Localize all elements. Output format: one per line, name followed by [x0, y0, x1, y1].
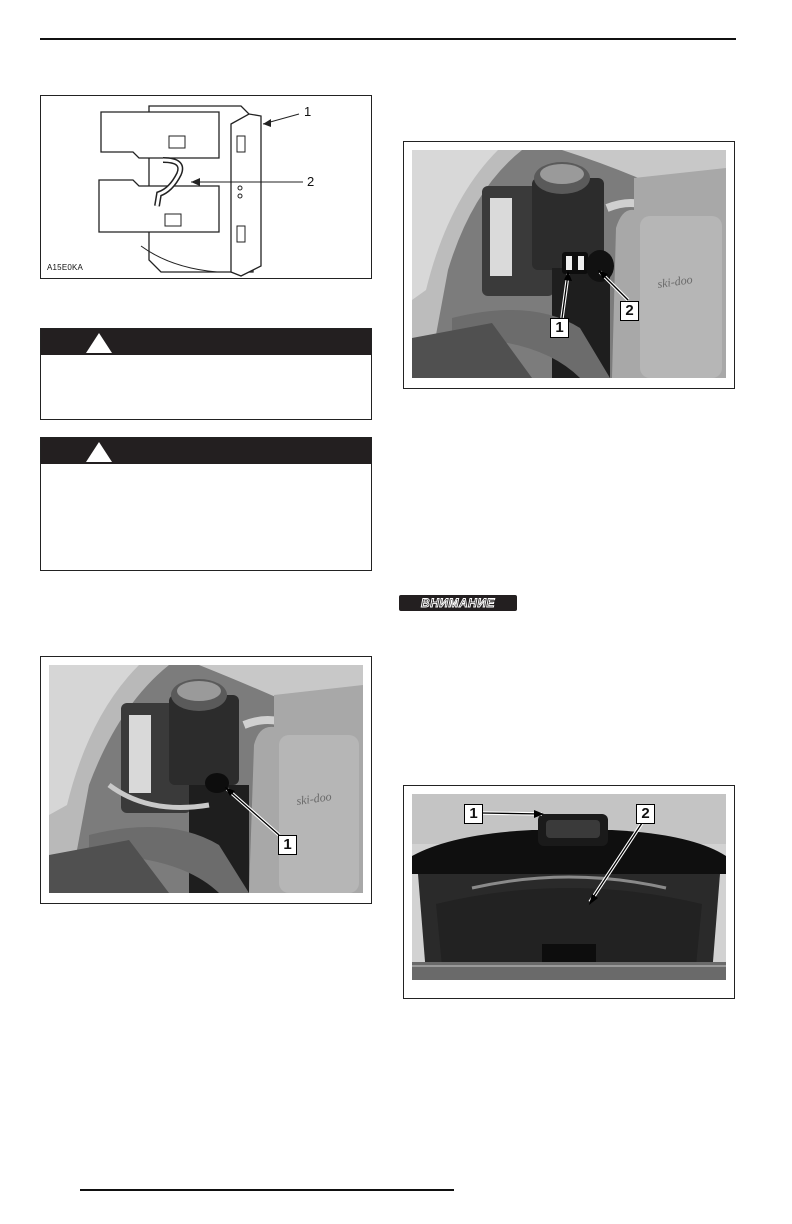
- warning-box-2: [40, 437, 372, 571]
- notice-label: ВНИМАНИЕ: [421, 596, 495, 610]
- callout-1: 1: [464, 804, 483, 824]
- figure-code: A15E0KA: [47, 263, 84, 272]
- svg-text:ski-doo: ski-doo: [656, 272, 694, 291]
- photo-storage-figure: [403, 785, 735, 999]
- notice-badge: [399, 595, 517, 611]
- warning-triangle-icon: [85, 332, 113, 354]
- callout-1: 1: [550, 318, 569, 338]
- callout-2: 2: [636, 804, 655, 824]
- fuse-diagram: [41, 96, 371, 278]
- footer-rule: [80, 1189, 454, 1191]
- warning-triangle-icon: [85, 441, 113, 463]
- fuse-diagram-figure: [40, 95, 372, 279]
- svg-text:ski-doo: ski-doo: [295, 789, 333, 808]
- callout-1: 1: [278, 835, 297, 855]
- warning-box-1: [40, 328, 372, 420]
- header-rule: [40, 38, 736, 40]
- storage-photo: [412, 794, 726, 980]
- photo-fuse-box-open-figure: [403, 141, 735, 389]
- photo-fuse-box-figure: [40, 656, 372, 904]
- warning-header: [41, 329, 371, 355]
- warning-header: [41, 438, 371, 464]
- engine-photo: [49, 665, 363, 893]
- engine-photo: [412, 150, 726, 378]
- callout-2: 2: [620, 301, 639, 321]
- callout-2: 2: [307, 174, 315, 189]
- callout-1: 1: [304, 104, 312, 119]
